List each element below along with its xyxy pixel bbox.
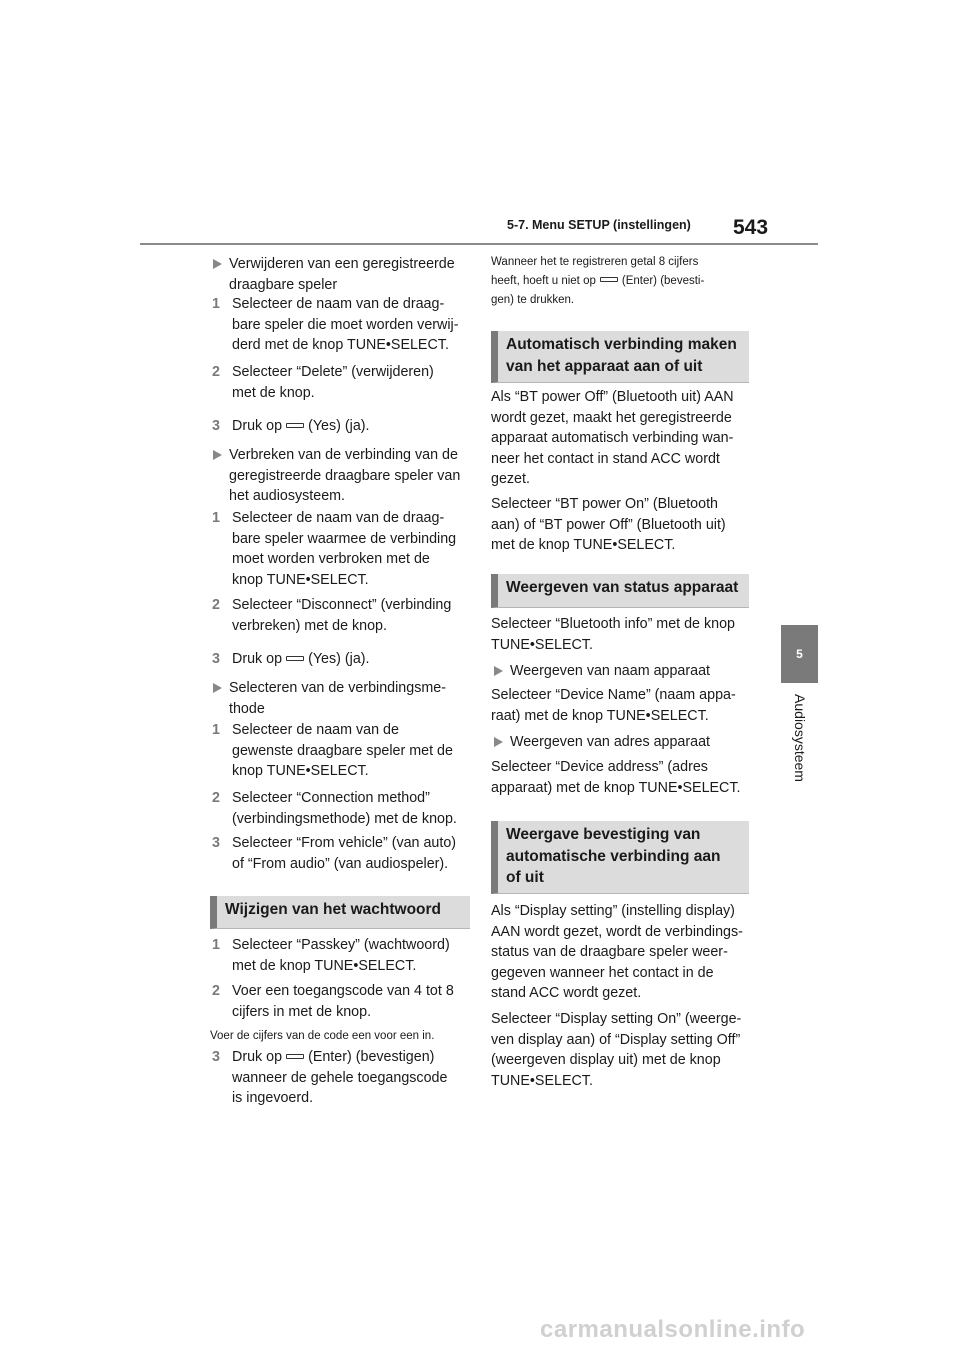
note-line: Wanneer het te registreren getal 8 cijfers (491, 256, 699, 268)
step-item (210, 294, 497, 356)
step-number: 1 (212, 937, 220, 953)
button-icon (286, 423, 304, 428)
paragraph: Selecteer “Display setting On” (weerge- ven display aan) of “Display setting Off” (weergeven display uit) met de knop TUNE•SELECT. (491, 1011, 742, 1089)
note-text: Voer de cijfers van de code een voor een in. (210, 1030, 435, 1042)
step-item (210, 508, 497, 590)
note-text (491, 253, 756, 310)
button-icon (286, 1054, 304, 1059)
step-text: Druk op (232, 651, 283, 667)
step-text: Druk op (232, 1049, 283, 1065)
step-text: Selecteer de naam van de draag- bare speler waarmee de verbinding moet worden verbroken met de knop TUNE•SELECT. (232, 510, 457, 588)
section-heading: Automatisch verbinding maken van het apparaat aan of uit (491, 331, 749, 383)
triangle-bullet-icon (213, 259, 222, 269)
step-text: Selecteer “Delete” (verwijderen) met de knop. (232, 364, 434, 401)
step-number: 1 (212, 722, 220, 738)
chapter-label: Audiosysteem (792, 694, 808, 782)
step-item (210, 788, 497, 829)
step-text: Selecteer “Passkey” (wachtwoord) met de knop TUNE•SELECT. (232, 937, 450, 974)
triangle-bullet-icon (213, 450, 222, 460)
step-text: Selecteer de naam van de gewenste draagbare speler met de knop TUNE•SELECT. (232, 722, 453, 779)
step-item (210, 416, 497, 437)
step-text: Druk op (232, 418, 283, 434)
note-line: (Enter) (bevesti- (621, 275, 705, 287)
step-text: Selecteer “Disconnect” (verbinding verbreken) met de knop. (232, 597, 452, 634)
step-item (210, 649, 497, 670)
step-item (210, 595, 497, 636)
step-item (210, 981, 497, 1022)
bullet-item (491, 661, 775, 682)
section-heading: Weergeven van status apparaat (491, 574, 749, 608)
section-heading: Weergave bevestiging van automatische verbinding aan of uit (491, 821, 749, 894)
chapter-tab: 5 (781, 625, 818, 683)
bullet-text: Weergeven van adres apparaat (510, 734, 711, 750)
step-number: 2 (212, 983, 220, 999)
button-icon (286, 656, 304, 661)
step-number: 3 (212, 835, 220, 851)
bullet-item (491, 732, 775, 753)
step-number: 2 (212, 790, 220, 806)
paragraph: Selecteer “Device address” (adres apparaat) met de knop TUNE•SELECT. (491, 759, 741, 796)
bullet-item (210, 678, 494, 719)
step-item (210, 1047, 497, 1109)
step-item (210, 935, 497, 976)
step-number: 3 (212, 418, 220, 434)
watermark: carmanualsonline.info (540, 1316, 806, 1343)
bullet-item (210, 445, 494, 507)
page-number: 543 (733, 216, 769, 239)
step-item (210, 833, 497, 874)
bullet-text: Selecteren van de verbindingsme- thode (229, 680, 446, 717)
step-text: Selecteer de naam van de draag- bare speler die moet worden verwij- derd met de knop TUNE•SELECT. (232, 296, 459, 353)
step-text: Voer een toegangscode van 4 tot 8 cijfers in met de knop. (232, 983, 454, 1020)
section-heading: Wijzigen van het wachtwoord (210, 896, 470, 929)
bullet-text: Verwijderen van een geregistreerde draagbare speler (229, 256, 455, 293)
paragraph: Selecteer “Device Name” (naam appa- raat) met de knop TUNE•SELECT. (491, 687, 736, 724)
paragraph: Selecteer “Bluetooth info” met de knop TUNE•SELECT. (491, 616, 735, 653)
step-number: 3 (212, 1049, 220, 1065)
step-number: 2 (212, 597, 220, 613)
step-number: 1 (212, 296, 220, 312)
triangle-bullet-icon (494, 737, 503, 747)
paragraph: Selecteer “BT power On” (Bluetooth aan) of “BT power Off” (Bluetooth uit) met de knop TUNE•SELECT. (491, 496, 726, 553)
step-text: Selecteer “Connection method” (verbindingsmethode) met de knop. (232, 790, 457, 827)
step-text: (Enter) (bevestigen) (308, 1049, 435, 1065)
step-item (210, 362, 497, 403)
step-item (210, 720, 497, 782)
paragraph: Als “BT power Off” (Bluetooth uit) AAN wordt gezet, maakt het geregistreerde apparaat automatisch verbinding wan- neer het contact in stand ACC wordt gezet. (491, 389, 734, 487)
button-icon (600, 277, 618, 282)
note-line: heeft, hoeft u niet op (491, 275, 596, 287)
bullet-text: Weergeven van naam apparaat (510, 663, 711, 679)
header-rule (140, 243, 818, 245)
step-number: 3 (212, 651, 220, 667)
note-line: gen) te drukken. (491, 294, 575, 306)
step-text: Selecteer “From vehicle” (van auto) of “From audio” (van audiospeler). (232, 835, 457, 872)
paragraph: Als “Display setting” (instelling display) AAN wordt gezet, wordt de verbindings- status van de draagbare speler weer- gegeven wanneer het contact in de stand ACC wordt gezet. (491, 903, 743, 1001)
step-text: (Yes) (ja). (308, 651, 370, 667)
bullet-item (210, 254, 494, 295)
bullet-text: Verbreken van de verbinding van de geregistreerde draagbare speler van het audiosysteem. (229, 447, 461, 504)
section-title: 5-7. Menu SETUP (instellingen) (507, 218, 691, 232)
triangle-bullet-icon (494, 666, 503, 676)
step-number: 2 (212, 364, 220, 380)
step-text: wanneer de gehele toegangscode is ingevoerd. (232, 1069, 448, 1106)
triangle-bullet-icon (213, 683, 222, 693)
step-text: (Yes) (ja). (308, 418, 370, 434)
step-number: 1 (212, 510, 220, 526)
